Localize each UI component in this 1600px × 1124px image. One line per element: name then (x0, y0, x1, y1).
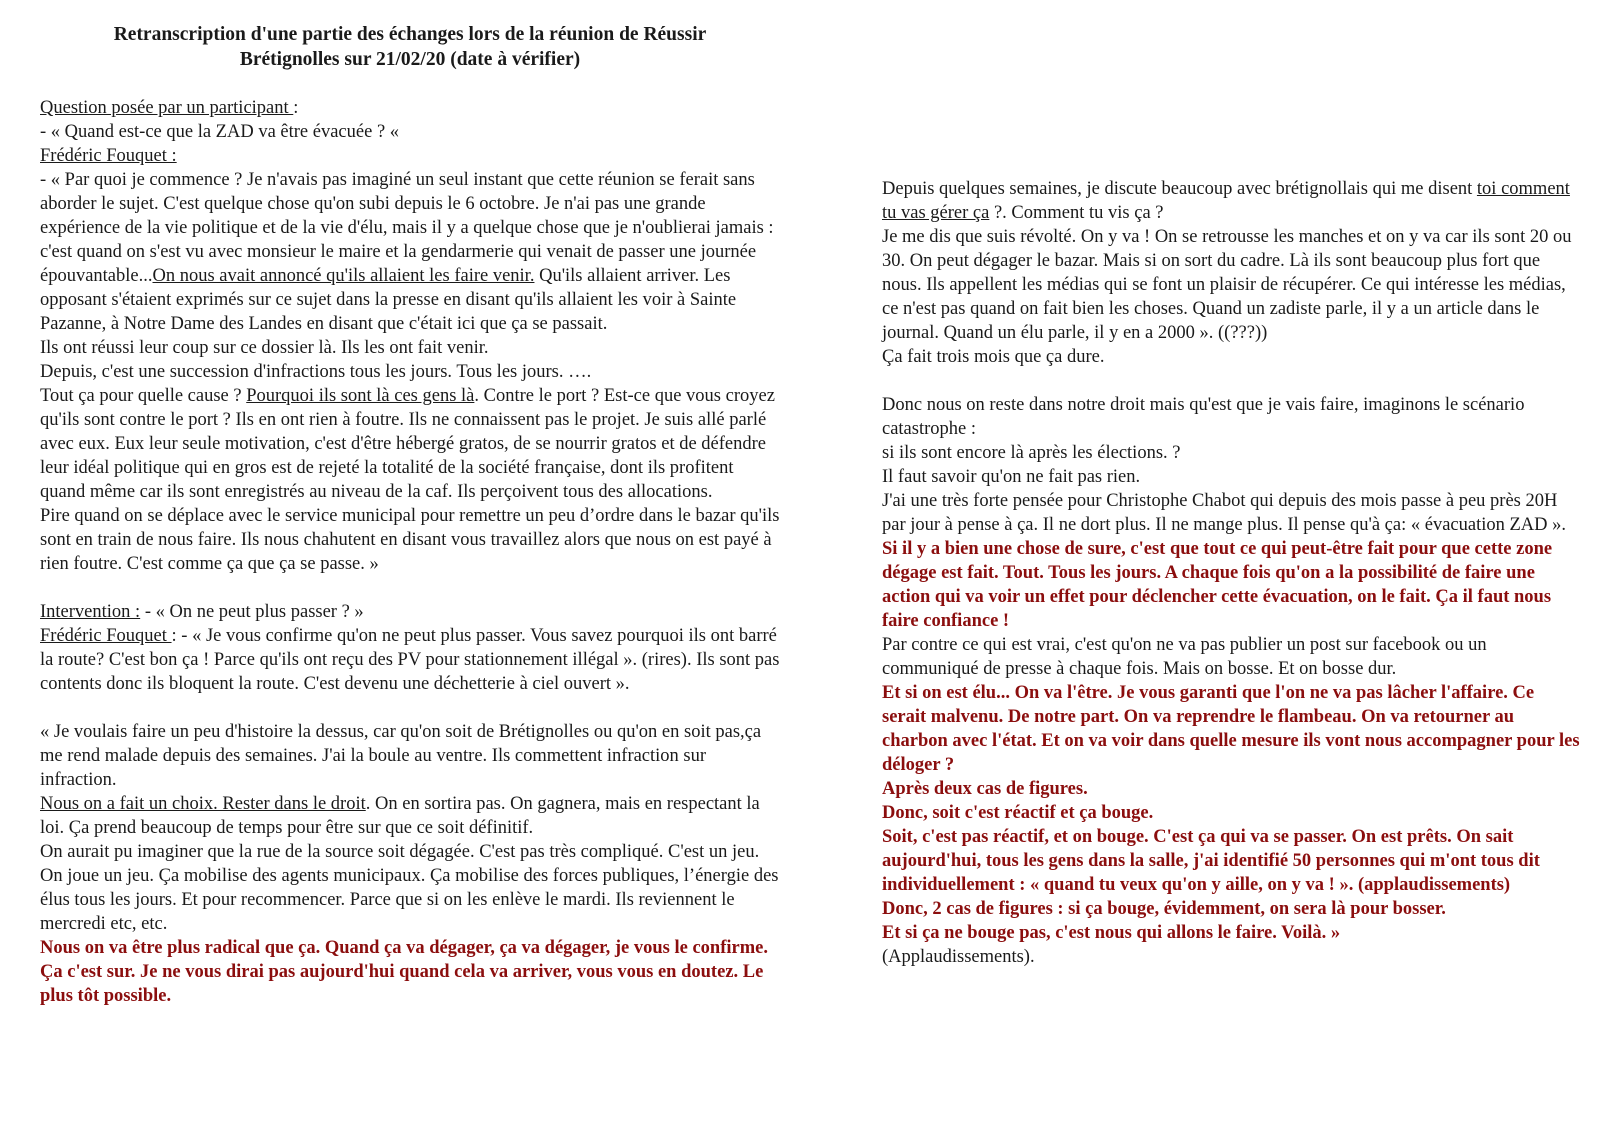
paragraph (40, 792, 780, 840)
left-column (40, 96, 780, 1008)
paragraph: J'ai une très forte pensée pour Christophe Chabot qui depuis des mois passe à peu près 20H par jour à pense à ça. Il ne dort plus. Il ne mange plus. Il pense qu'à ça: « évacuation ZAD ». (882, 491, 1567, 535)
right-column (882, 177, 1582, 969)
underlined-text: Nous on a fait un choix. Rester dans le droit (40, 794, 366, 814)
underlined-text: toi comment tu vas gérer ça (882, 179, 1570, 223)
paragraph-text: . On en sortira pas. On gagnera, mais en respectant la loi. Ça prend beaucoup de temps pour être sur que ce soit définitif. (40, 794, 760, 838)
paragraph: (Applaudissements). (882, 947, 1035, 967)
question-colon: : (293, 98, 299, 118)
emphasized-paragraph: Nous on va être plus radical que ça. Quand ça va dégager, ça va dégager, je vous le confirme. Ça c'est sur. Je ne vous dirai pas aujourd'hui quand cela va arriver, vous vous en doutez. Le plus tôt possible. (40, 938, 768, 1006)
paragraph: On aurait pu imaginer que la rue de la source soit dégagée. C'est pas très compliqué. C'est un jeu. On joue un jeu. Ça mobilise des agents municipaux. Ça mobilise des forces publiques, l’énergie des élus tous les jours. Et pour recommencer. Parce que si on les enlève le mardi. Ils reviennent le mercredi etc, etc. (40, 842, 779, 934)
emphasized-paragraph: Donc, soit c'est réactif et ça bouge. (882, 803, 1154, 823)
paragraph (882, 177, 1582, 225)
paragraph-text: ?. Comment tu vis ça ? (989, 203, 1164, 223)
paragraph-text: Tout ça pour quelle cause ? (40, 386, 247, 406)
intervention-line (40, 600, 780, 624)
title-line-1: Retranscription d'une partie des échanges lors de la réunion de Réussir (113, 24, 707, 45)
paragraph: Ils ont réussi leur coup sur ce dossier là. Ils les ont fait venir. (40, 338, 489, 358)
question-label: Question posée par un participant (40, 98, 294, 118)
emphasized-paragraph: Et si on est élu... On va l'être. Je vous garanti que l'on ne va pas lâcher l'affaire. Ce serait malvenu. De notre part. On va reprendre le flambeau. On va retourner au charbon avec l'état. Et on va voir dans quelle mesure ils vont nous accompagner pour les déloger ? (882, 683, 1580, 775)
paragraph: Donc nous on reste dans notre droit mais qu'est que je vais faire, imaginons le scénario catastrophe : (882, 395, 1525, 439)
question-label-line (40, 96, 780, 120)
document-title (40, 22, 780, 72)
paragraph-text: : - « Je vous confirme qu'on ne peut plus passer. Vous savez pourquoi ils ont barré la route? C'est bon ça ! Parce qu'ils ont reçu des PV pour stationnement illégal ». (rires). Ils sont pas contents donc ils bloquent la route. C'est devenu une déchetterie à ciel ouvert ». (40, 626, 780, 694)
emphasized-paragraph: Si il y a bien une chose de sure, c'est que tout ce qui peut-être fait pour que cette zone dégage est fait. Tout. Tous les jours. A chaque fois qu'on a la possibilité de faire une action qui va voir un effet pour déclencher cette évacuation, on le fait. Ça il faut nous faire confiance ! (882, 539, 1553, 631)
spacer (40, 696, 780, 720)
speaker-label: Frédéric Fouquet (40, 626, 172, 646)
paragraph-text: Qu'ils allaient arriver. Les opposant s'étaient exprimés sur ce sujet dans la presse en disant qu'ils allaient les voir à Sainte Pazanne, à Notre Dame des Landes en disant que c'était ici que ça se passait. (40, 266, 737, 334)
paragraph: Il faut savoir qu'on ne fait pas rien. (882, 467, 1141, 487)
paragraph-text: Depuis quelques semaines, je discute beaucoup avec brétignollais qui me disent (882, 179, 1477, 199)
paragraph-text: - « Par quoi je commence ? Je n'avais pas imaginé un seul instant que cette réunion se ferait sans aborder le sujet. C'est quelque chose qu'on subi depuis le 6 octobre. Je n'ai pas une grande expérience de la vie politique et de la vie d'élu, mais il y a quelque chose que je n'oublierai jamais : c'est quand on s'est vu avec monsieur le maire et la gendarmerie qui venait de passer une journée épouvantable... (40, 170, 774, 286)
paragraph: Pire quand on se déplace avec le service municipal pour remettre un peu d’ordre dans le bazar qu'ils sont en train de nous faire. Ils nous chahutent en disant vous travaillez alors que nous on est payé à rien foutre. C'est comme ça que ça se passe. » (40, 506, 780, 574)
speaker-reply (40, 624, 780, 696)
spacer (40, 576, 780, 600)
emphasized-paragraph: Et si ça ne bouge pas, c'est nous qui allons le faire. Voilà. » (882, 923, 1341, 943)
paragraph: Je me dis que suis révolté. On y va ! On se retrousse les manches et on y va car ils sont 20 ou 30. On peut dégager le bazar. Mais si on sort du cadre. Là ils sont beaucoup plus fort que nous. Ils appellent les médias qui se font un plaisir de récupérer. Ce qui intéresse les médias, ce n'est pas quand on fait bien les choses. Quand un zadiste parle, il y a un article dans le journal. Quand un élu parle, il y en a 2000 ». ((???)) (882, 227, 1572, 343)
spacer (882, 369, 1582, 393)
title-line-2: Brétignolles sur 21/02/20 (date à vérifier) (239, 49, 581, 70)
emphasized-paragraph: Soit, c'est pas réactif, et on bouge. C'est ça qui va se passer. On est prêts. On sait aujourd'hui, tous les gens dans la salle, j'ai identifié 50 personnes qui m'ont tous dit individuellement : « quand tu veux qu'on y aille, on y va ! ». (applaudissements) (882, 827, 1540, 895)
paragraph: si ils sont encore là après les élections. ? (882, 443, 1181, 463)
emphasized-paragraph: Après deux cas de figures. (882, 779, 1088, 799)
paragraph (40, 384, 780, 504)
paragraph: « Je voulais faire un peu d'histoire la dessus, car qu'on soit de Brétignolles ou qu'on en soit pas,ça me rend malade depuis des semaines. J'ai la boule au ventre. Ils commettent infraction sur infraction. (40, 722, 762, 790)
intervention-label: Intervention : (40, 602, 141, 622)
speaker-label: Frédéric Fouquet : (40, 146, 177, 166)
intervention-text: - « On ne peut plus passer ? » (140, 602, 364, 622)
emphasized-paragraph: Donc, 2 cas de figures : si ça bouge, évidemment, on sera là pour bosser. (882, 899, 1446, 919)
paragraph-text: . Contre le port ? Est-ce que vous croyez qu'ils sont contre le port ? Ils en ont rien à foutre. Ils ne connaissent pas le projet. Je suis allé parlé avec eux. Eux leur seule motivation, c'est d'être hébergé gratos, de se nourrir gratos et de défendre leur idéal politique qui en gros est de rejeté la totalité de la société française, dont ils profitent quand même car ils sont enregistrés au niveau de la caf. Ils perçoivent tous des allocations. (40, 386, 775, 502)
paragraph: Par contre ce qui est vrai, c'est qu'on ne va pas publier un post sur facebook ou un communiqué de presse à chaque fois. Mais on bosse. Et on bosse dur. (882, 635, 1487, 679)
underlined-text: On nous avait annoncé qu'ils allaient les faire venir. (152, 266, 535, 286)
question-text: - « Quand est-ce que la ZAD va être évacuée ? « (40, 122, 400, 142)
underlined-text: Pourquoi ils sont là ces gens là (246, 386, 475, 406)
paragraph: Ça fait trois mois que ça dure. (882, 347, 1105, 367)
paragraph (40, 168, 780, 336)
paragraph: Depuis, c'est une succession d'infractions tous les jours. Tous les jours. …. (40, 362, 592, 382)
